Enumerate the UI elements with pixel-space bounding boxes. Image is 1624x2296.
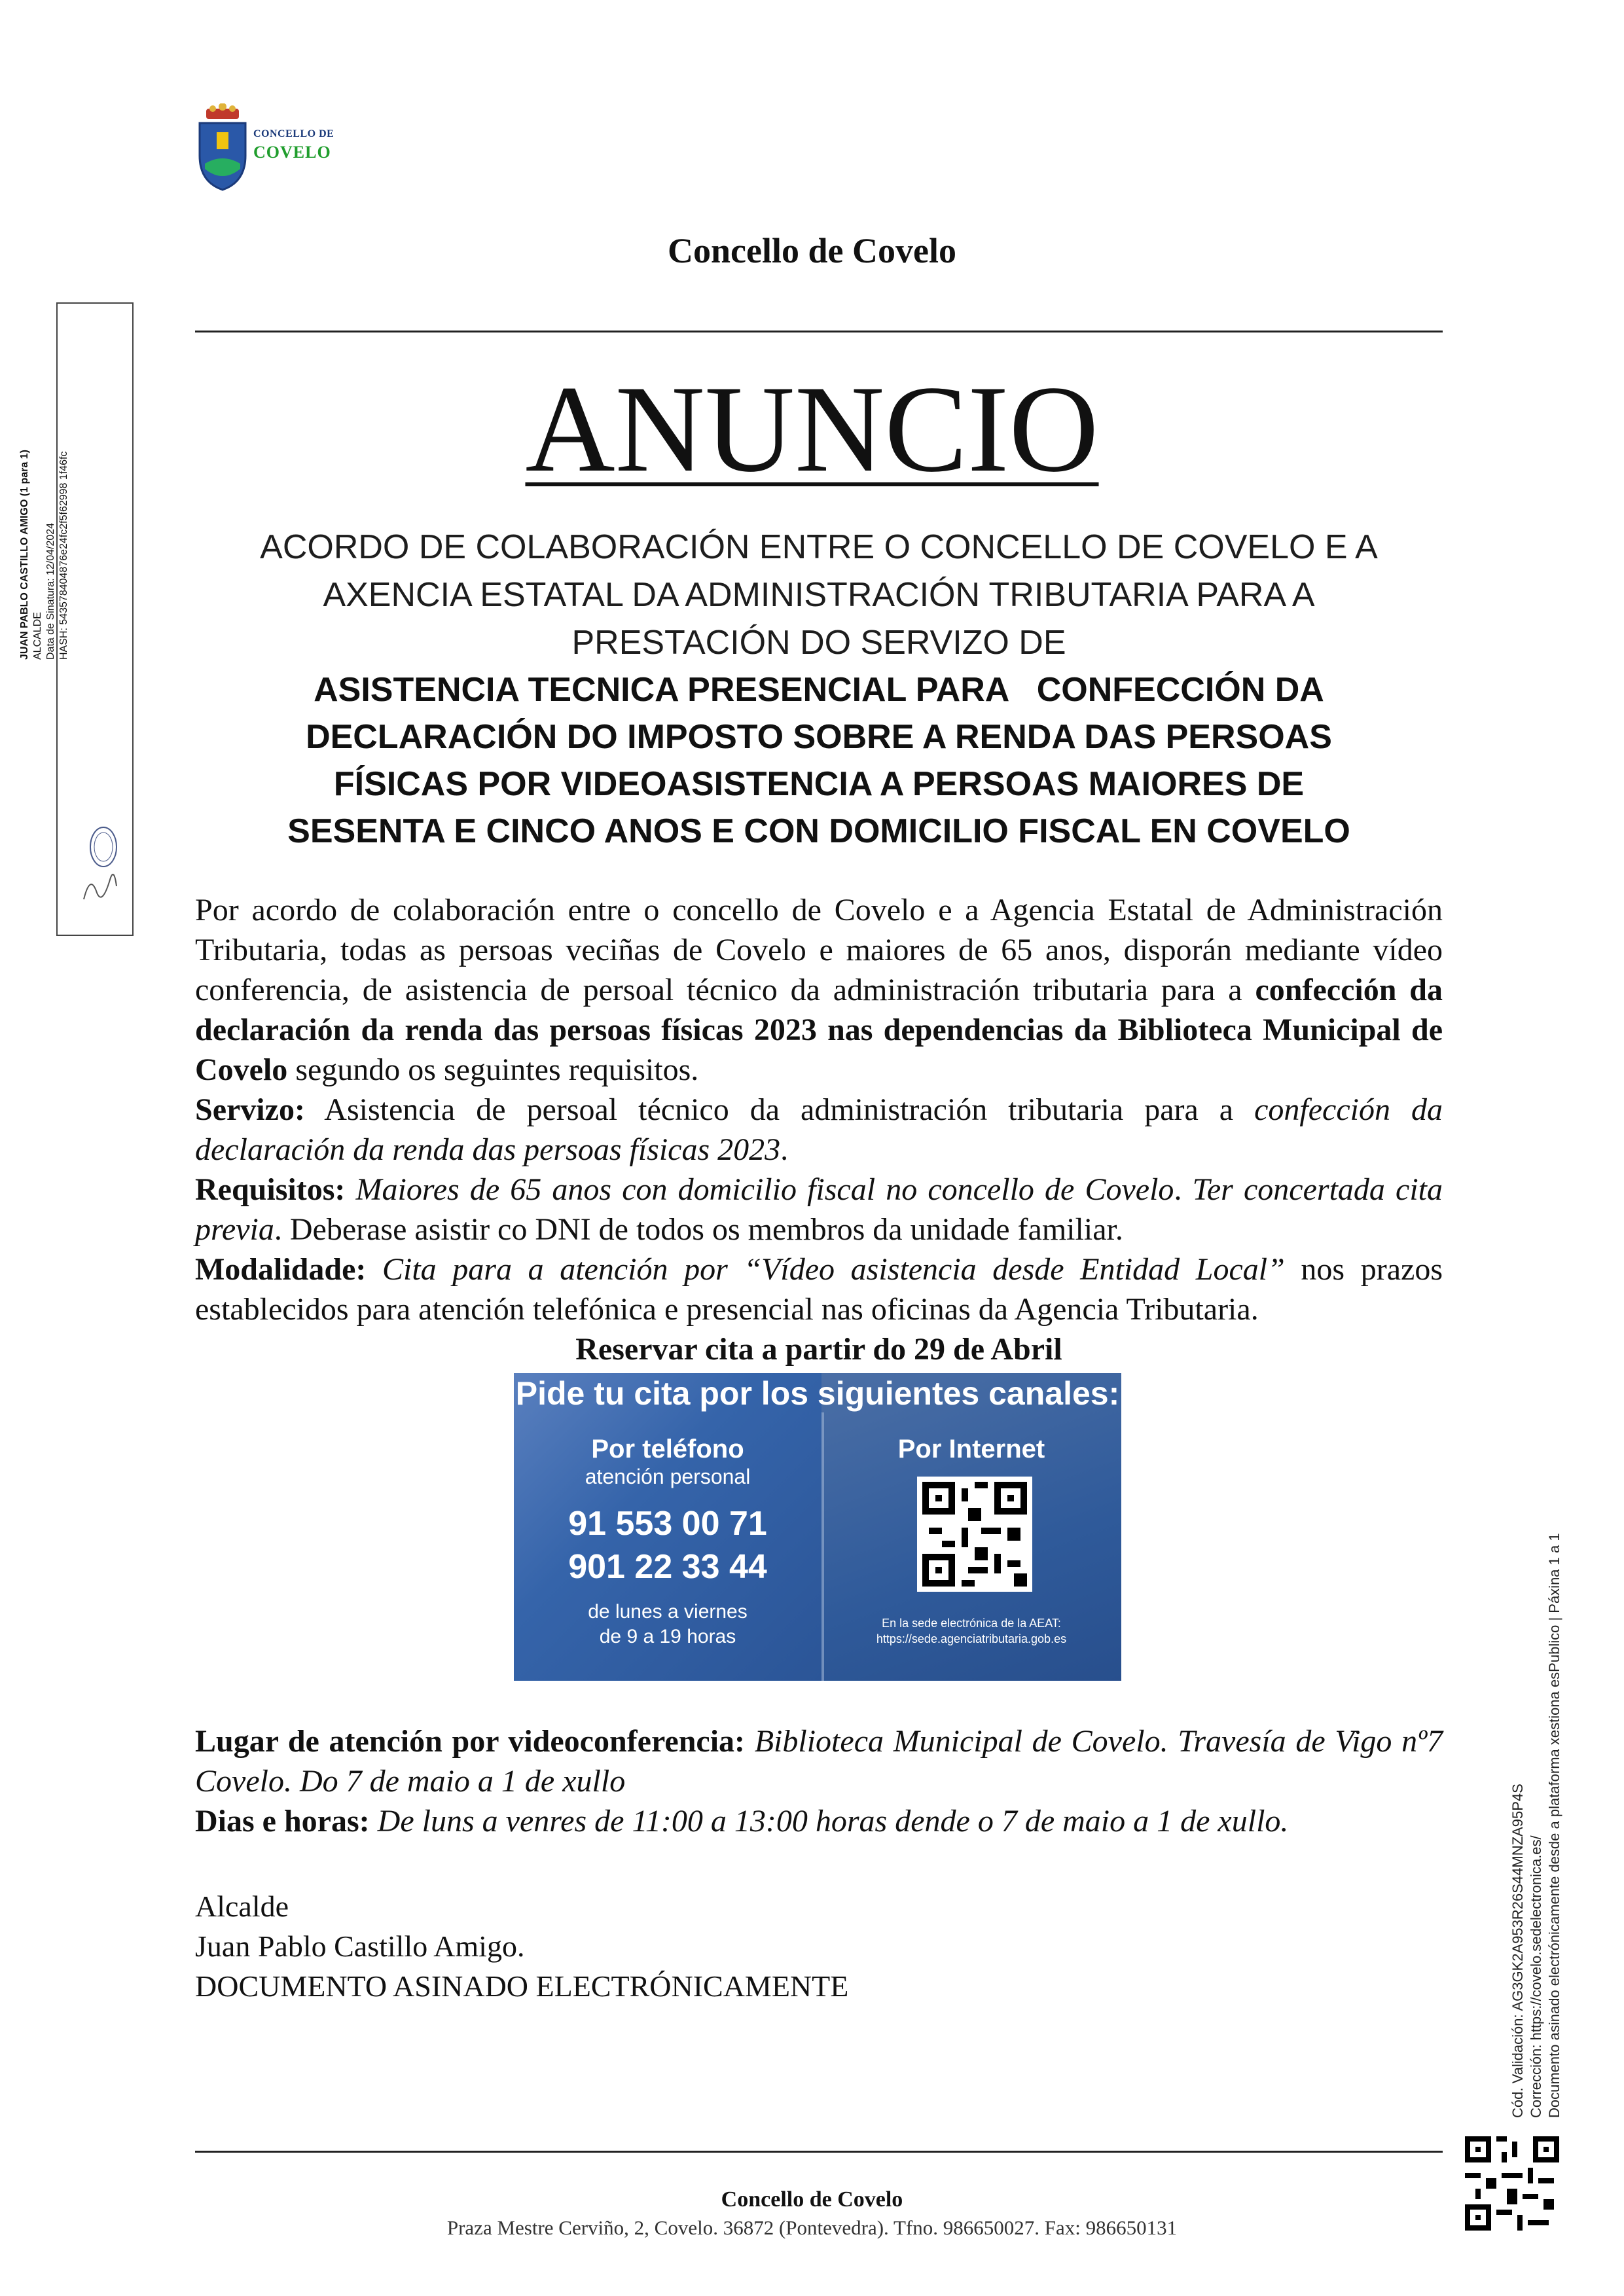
body-text: [195, 890, 1443, 1369]
banner-days: de lunes a viernes de 9 a 19 horas: [588, 1601, 748, 1647]
paragraph-lugar: Lugar de atención por videoconferencia: Biblioteca Municipal de Covelo. Travesía de Vigo nº7 Covelo. Do 7 de maio a 1 de xullo: [195, 1724, 1443, 1799]
concello-logo: [193, 103, 353, 195]
signature-note: DOCUMENTO ASINADO ELECTRÓNICAMENTE: [195, 1969, 849, 2003]
validation-qr-icon: [1465, 2136, 1559, 2231]
banner-phone-1: 91 553 00 71: [568, 1505, 767, 1543]
signer-name: Juan Pablo Castillo Amigo.: [195, 1929, 525, 1963]
header-divider: [195, 331, 1443, 332]
qr-code-icon: [917, 1477, 1032, 1592]
footer-divider: [195, 2151, 1443, 2153]
signature-block: [195, 1886, 848, 2006]
logo-line1: CONCELLO DE: [253, 128, 334, 139]
banner-phone-title: Por teléfono: [591, 1435, 744, 1463]
subject-heading: ASISTENCIA TECNICA PRESENCIAL PARA CONFECCIÓN DA DECLARACIÓN DO IMPOSTO SOBRE A RENDA DAS PERSOAS FÍSICAS POR VIDEOASISTENCIA A PERSOAS MAIORES DE SESENTA E CINCO ANOS E CON DOMICILIO FISCAL EN COVELO: [287, 671, 1350, 850]
paragraph-servizo: Servizo: Asistencia de persoal técnico da administración tributaria para a confección da declaración da renda das persoas físicas 2023.: [195, 1092, 1443, 1167]
paragraph-dias: Dias e horas: De luns a venres de 11:00 a 13:00 horas dende o 7 de maio a 1 de xullo.: [195, 1804, 1289, 1839]
footer-title: Concello de Covelo: [721, 2187, 903, 2212]
footer-address: Praza Mestre Cerviño, 2, Covelo. 36872 (Pontevedra). Tfno. 986650027. Fax: 986650131: [446, 2216, 1178, 2239]
signature-details: JUAN PABLO CASTILLO AMIGO (1 para 1) ALCALDE Data de Sinatura: 12/04/2024 HASH: 543578404876e24fc2f5f62998 1f46fc: [19, 450, 69, 660]
banner-sede: En la sede electrónica de la AEAT: https://sede.agenciatributaria.gob.es: [876, 1617, 1067, 1645]
anuncio-heading: ANUNCIO: [525, 361, 1099, 498]
banner-phone-2: 901 22 33 44: [568, 1548, 767, 1586]
paragraph-intro: Por acordo de colaboración entre o concello de Covelo e a Agencia Estatal de Administración Tributaria, todas as persoas veciñas de Covelo e maiores de 65 anos, disporán mediante vídeo conferencia, de asistencia de persoal técnico da administración tributaria para a confección da declaración da renda das persoas físicas 2023 nas dependencias da Biblioteca Municipal de Covelo segundo os seguintes requisitos.: [195, 893, 1443, 1087]
intro-text: ACORDO DE COLABORACIÓN ENTRE O CONCELLO DE COVELO E A AXENCIA ESTATAL DA ADMINISTRACIÓN TRIBUTARIA PARA A PRESTACIÓN DO SERVIZO DE: [260, 528, 1378, 662]
page-title: Concello de Covelo: [668, 231, 956, 270]
reservar-cita: Reservar cita a partir do 29 de Abril: [575, 1332, 1062, 1367]
coat-of-arms-icon: [193, 103, 252, 195]
validation-text: Cód. Validación: AG3GK2A953R26S44MNZA95P4S Corrección: https://covelo.sedelectronica.es/ Documento asinado electrónicamente desde a plataforma xestiona esPublico | Páxina 1 a 1: [1509, 1533, 1562, 2118]
banner-internet-title: Por Internet: [897, 1435, 1045, 1463]
signature-stamp-icon: [71, 821, 120, 912]
banner-phone-sub: atención personal: [585, 1465, 751, 1488]
attention-details: [195, 1721, 1443, 1841]
electronic-signature-box: [19, 302, 134, 936]
signer-role: Alcalde: [195, 1890, 289, 1923]
logo-line2: COVELO: [253, 143, 331, 162]
aeat-cita-banner: [514, 1373, 1121, 1681]
banner-heading: Pide tu cita por los siguientes canales:: [515, 1375, 1120, 1412]
paragraph-requisitos: Requisitos: Maiores de 65 anos con domicilio fiscal no concello de Covelo. Ter concertada cita previa. Deberase asistir co DNI de todos os membros da unidade familiar.: [195, 1172, 1443, 1247]
paragraph-modalidade: Modalidade: Cita para a atención por “Vídeo asistencia desde Entidad Local” nos prazos establecidos para atención telefónica e presencial nas oficinas da Agencia Tributaria.: [195, 1252, 1443, 1327]
